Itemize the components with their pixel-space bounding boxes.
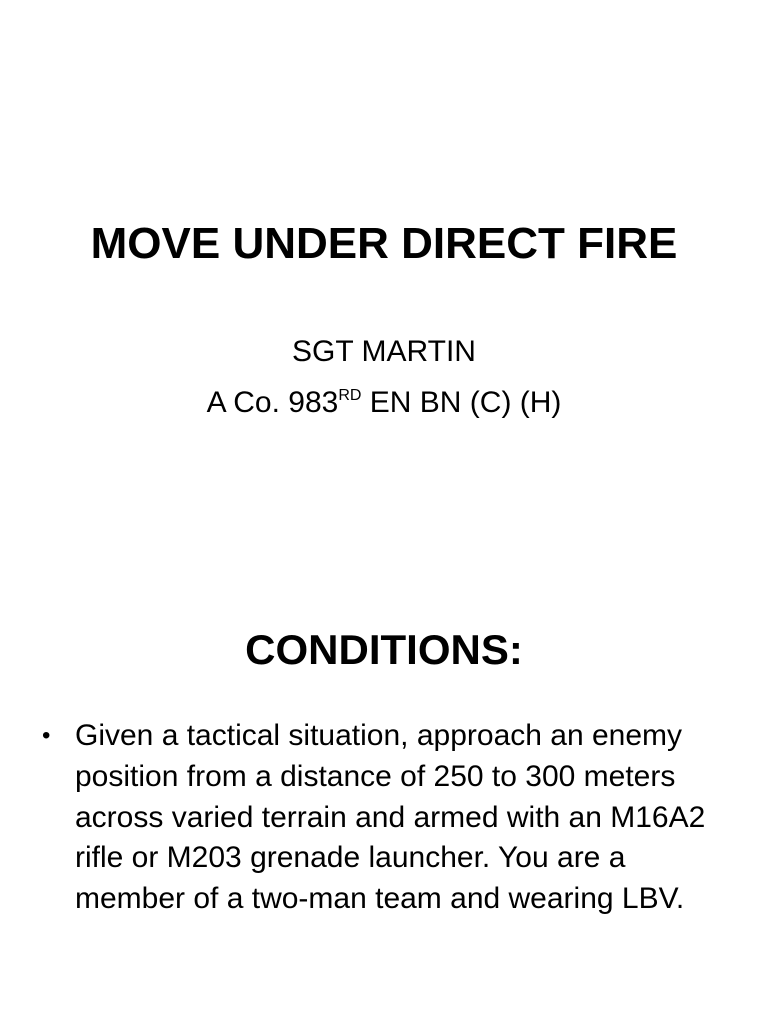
unit-suffix: EN BN (C) (H) [361, 386, 562, 419]
presenter-name: SGT MARTIN [292, 335, 476, 368]
conditions-bullet-text: Given a tactical situation, approach an enemy position from a distance of 250 to 300 meters across varied terrain and armed with an M16A2 rifle or M203 grenade launcher. You are a member of a two-man team and wearing LBV. [75, 719, 706, 916]
unit-ordinal-superscript: RD [338, 387, 362, 404]
bullet-icon: • [42, 722, 51, 749]
unit-designation [0, 385, 768, 421]
conditions-bullet-list [42, 716, 732, 920]
slide-title: MOVE UNDER DIRECT FIRE [90, 219, 678, 268]
conditions-bullet-item [42, 716, 732, 920]
unit-prefix: A Co. 983 [206, 386, 339, 419]
conditions-heading: CONDITIONS: [245, 626, 523, 673]
